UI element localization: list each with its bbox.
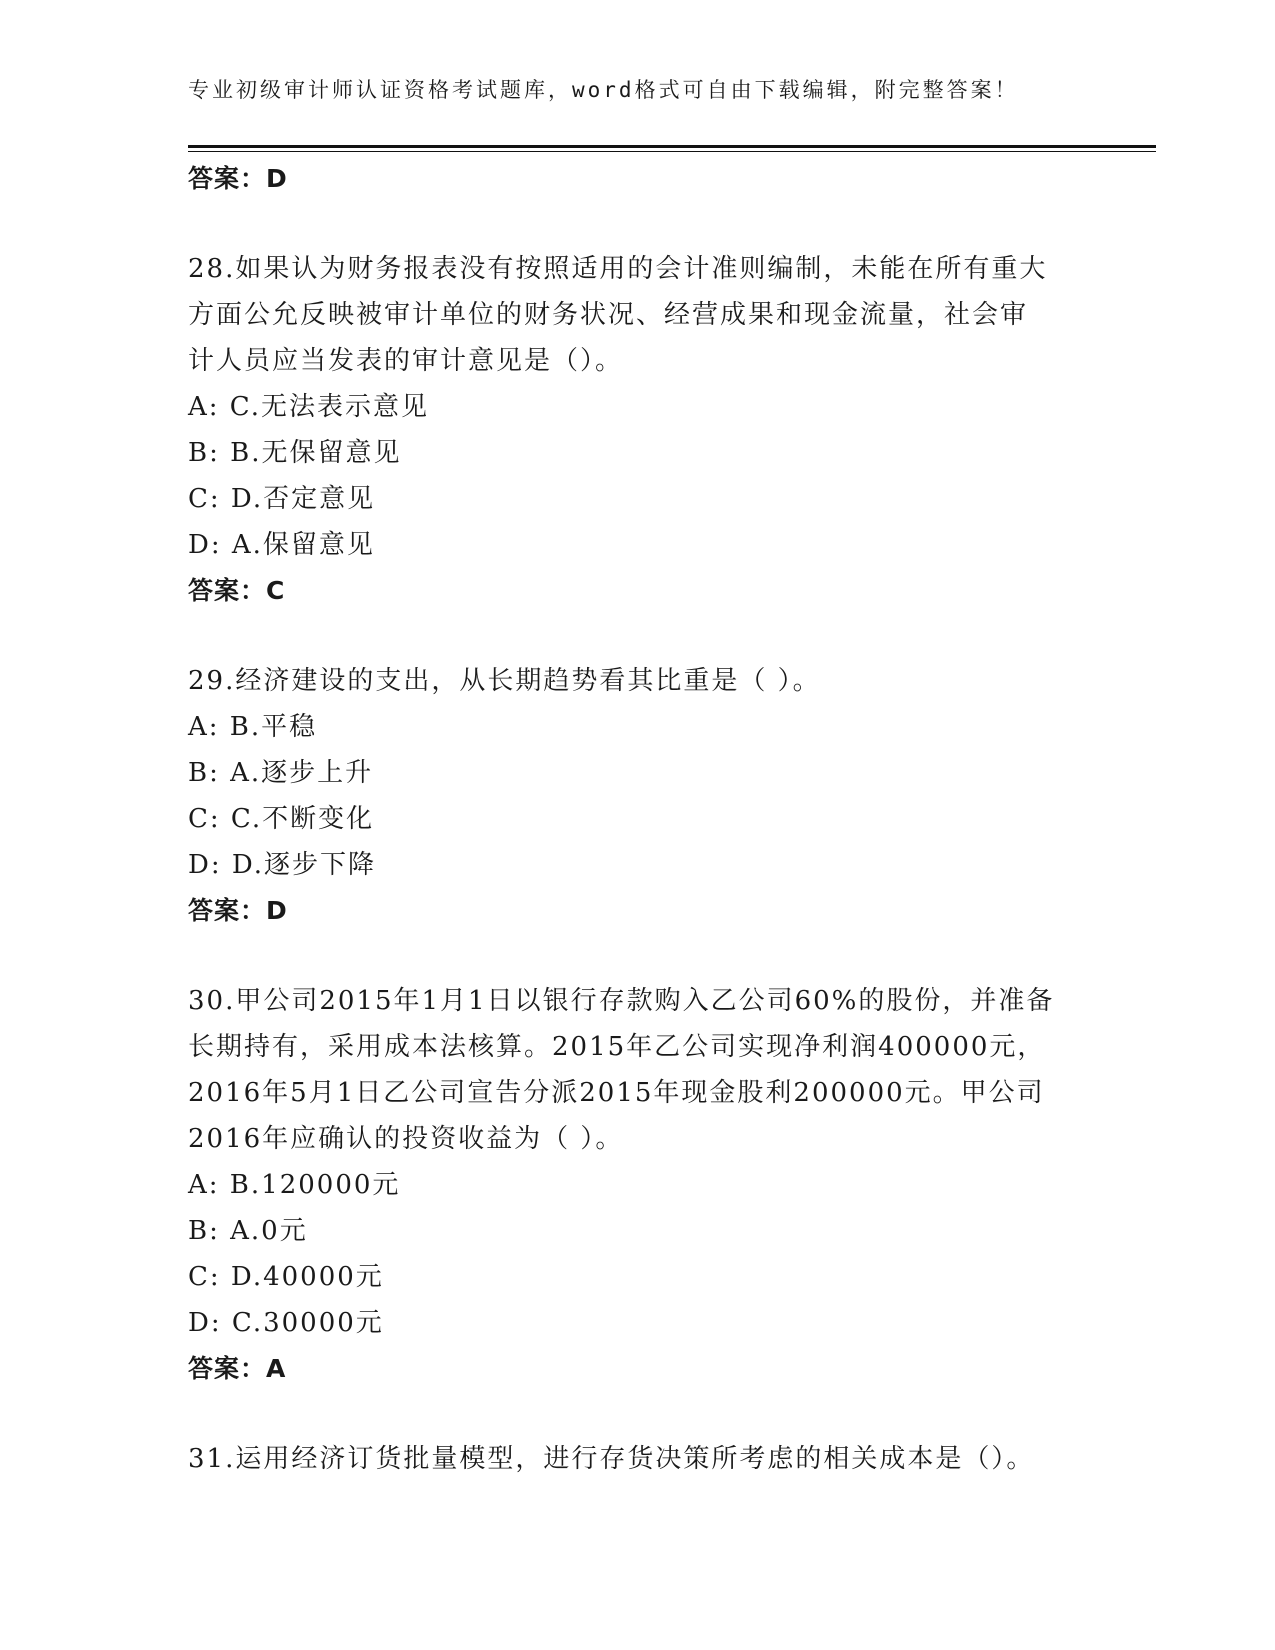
option-b: B: B.无保留意见 (188, 438, 402, 468)
answer-28: 答案：C (188, 576, 286, 605)
question-text-line: 30.甲公司2015年1月1日以银行存款购入乙公司60%的股份，并准备 (188, 986, 1055, 1016)
option-c: C: C.不断变化 (188, 804, 375, 834)
option-b: B: A.0元 (188, 1216, 308, 1246)
question-text-line: 2016年5月1日乙公司宣告分派2015年现金股利200000元。甲公司 (188, 1078, 1045, 1108)
option-d: D: D.逐步下降 (188, 850, 377, 880)
option-a: A: C.无法表示意见 (188, 392, 430, 422)
option-c: C: D.40000元 (188, 1262, 384, 1292)
question-29 (188, 658, 1088, 934)
header-rule-thin (188, 151, 1156, 152)
question-text-line: 2016年应确认的投资收益为（ ）。 (188, 1124, 624, 1154)
question-28 (188, 246, 1088, 614)
option-a: A: B.120000元 (188, 1170, 401, 1200)
page-header: 专业初级审计师认证资格考试题库，word格式可自由下载编辑，附完整答案！ (188, 78, 1019, 102)
question-text-line: 计人员应当发表的审计意见是（）。 (188, 346, 624, 376)
question-text-line: 28.如果认为财务报表没有按照适用的会计准则编制，未能在所有重大 (188, 254, 1048, 284)
document-body (188, 156, 1088, 1482)
question-30 (188, 978, 1088, 1392)
question-31 (188, 1436, 1088, 1482)
answer-29: 答案：D (188, 896, 288, 925)
header-rule-thick (188, 145, 1156, 148)
option-c: C: D.否定意见 (188, 484, 376, 514)
option-d: D: C.30000元 (188, 1308, 384, 1338)
question-text-line: 31.运用经济订货批量模型，进行存货决策所考虑的相关成本是（）。 (188, 1444, 1035, 1474)
question-text-line: 方面公允反映被审计单位的财务状况、经营成果和现金流量，社会审 (188, 300, 1029, 330)
answer-27: 答案：D (188, 164, 288, 193)
answer-30: 答案：A (188, 1354, 287, 1383)
option-b: B: A.逐步上升 (188, 758, 374, 788)
question-text-line: 长期持有，采用成本法核算。2015年乙公司实现净利润400000元， (188, 1032, 1046, 1062)
option-d: D: A.保留意见 (188, 530, 375, 560)
option-a: A: B.平稳 (188, 712, 318, 742)
question-text-line: 29.经济建设的支出，从长期趋势看其比重是（ ）。 (188, 666, 821, 696)
